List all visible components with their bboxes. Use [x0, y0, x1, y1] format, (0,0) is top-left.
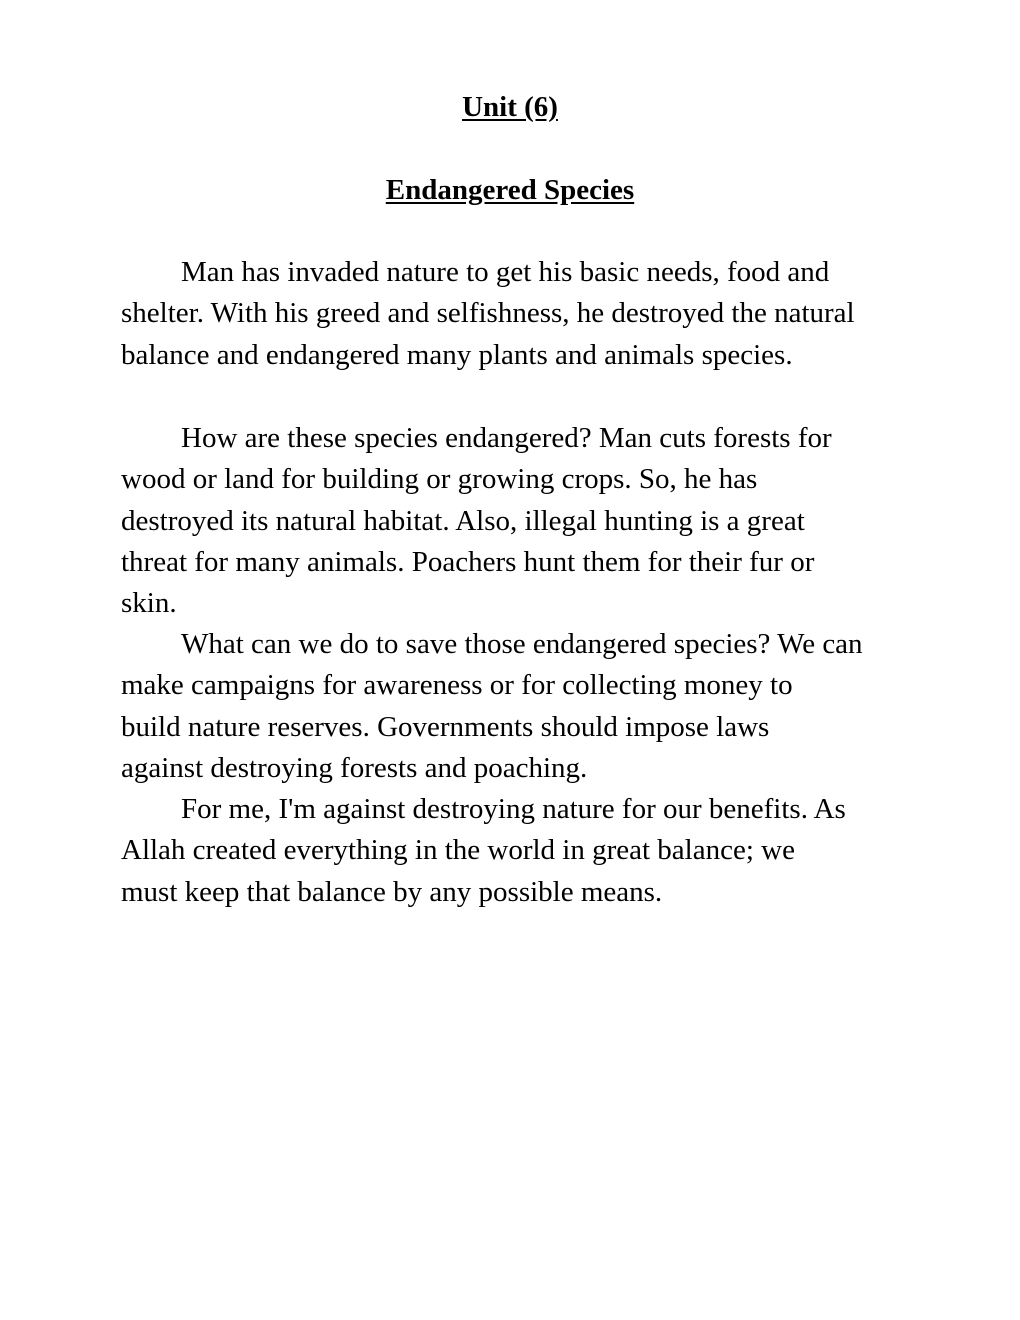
document-title — [0, 173, 1020, 207]
paragraph-line: skin. — [121, 587, 177, 620]
paragraph-4 — [121, 789, 981, 913]
paragraph-line: What can we do to save those endangered species? We can — [181, 628, 863, 660]
unit-title — [0, 90, 1020, 124]
paragraph-line: must keep that balance by any possible means. — [121, 875, 663, 908]
paragraph-2 — [121, 418, 981, 624]
unit-title-text: Unit (6) — [462, 91, 558, 123]
paragraph-line: against destroying forests and poaching. — [121, 751, 588, 784]
paragraph-line: balance and endangered many plants and animals species. — [121, 338, 793, 371]
paragraph-line: threat for many animals. Poachers hunt them for their fur or — [121, 545, 815, 578]
paragraph-line: make campaigns for awareness or for collecting money to — [121, 669, 793, 702]
paragraph-line: Allah created everything in the world in great balance; we — [121, 834, 795, 867]
paragraph-3 — [121, 624, 981, 789]
paragraph-line: shelter. With his greed and selfishness, he destroyed the natural — [121, 297, 855, 330]
document-title-text: Endangered Species — [385, 174, 635, 206]
paragraph-line: How are these species endangered? Man cuts forests for — [181, 422, 832, 454]
paragraph-line: wood or land for building or growing crops. So, he has — [121, 463, 758, 496]
paragraph-line: destroyed its natural habitat. Also, illegal hunting is a great — [121, 504, 805, 537]
paragraph-line: build nature reserves. Governments should impose laws — [121, 710, 770, 743]
paragraph-1 — [121, 252, 981, 376]
paragraph-line: For me, I'm against destroying nature for our benefits. As — [181, 793, 846, 825]
paragraph-line: Man has invaded nature to get his basic needs, food and — [181, 256, 830, 288]
